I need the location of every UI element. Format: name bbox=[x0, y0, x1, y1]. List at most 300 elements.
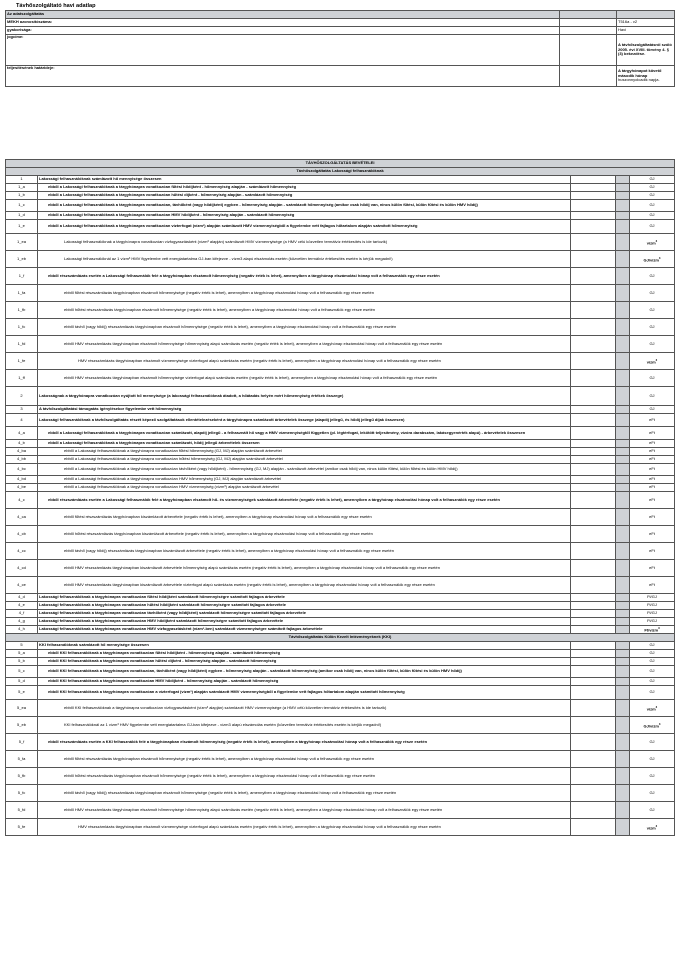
value-input-cell[interactable] bbox=[571, 560, 616, 577]
value-input-cell[interactable] bbox=[571, 200, 616, 212]
table-row bbox=[6, 626, 675, 634]
row-code: 5_fe bbox=[6, 819, 38, 836]
row-description: ebből fűtési részszámlázás tárgyhónapban kiszámlázott árbevétele (negatív érték is lehet), amennyiben a tárgyhónap elszámolási hónap volt a felhasználók egy része esetén bbox=[38, 509, 571, 526]
row-description: ebből fűtési részszámlázás tárgyhónapban elszámolt hőmennyisége (negatív érték is lehet), amennyiben a tárgyhónap elszámolási hónap volt a felhasználók egy része esetén bbox=[38, 751, 571, 768]
unit-label: eFt bbox=[630, 543, 675, 560]
row-code: 1_fd bbox=[6, 336, 38, 353]
row-description: ebből HMV részszámlázás tárgyhónapban kiszámlázott árbevétele hőmennyiség alapú számlázás esetén (negatív érték is lehet), amennyiben a tárgyhónap elszámolási hónap volt a felhasználók egy része esetén bbox=[38, 560, 571, 577]
shaded-cell bbox=[616, 476, 630, 484]
value-input-cell[interactable] bbox=[571, 543, 616, 560]
unit-label: eFt bbox=[630, 526, 675, 543]
unit-label: GJ bbox=[630, 285, 675, 302]
table-row bbox=[6, 686, 675, 700]
row-code: 5_ea bbox=[6, 700, 38, 717]
table-row bbox=[6, 268, 675, 285]
table-row bbox=[6, 610, 675, 618]
shaded-cell bbox=[616, 456, 630, 464]
shaded-cell bbox=[616, 319, 630, 336]
value-input-cell[interactable] bbox=[571, 414, 616, 427]
shaded-cell bbox=[616, 484, 630, 492]
main-title: TÁVHŐSZOLGÁLTATÁS BEVÉTELEI bbox=[6, 160, 675, 168]
table-row bbox=[6, 650, 675, 658]
value-input-cell[interactable] bbox=[571, 526, 616, 543]
shaded-cell bbox=[616, 336, 630, 353]
value-input-cell[interactable] bbox=[571, 319, 616, 336]
row-description: Lakossági felhasználóknak a tárgyhónapra vonatkozóan HMV vízfogyasztásként (vízm³-ben) számlázott vízmennyiségre számított fajlagos árbevétele bbox=[38, 626, 571, 634]
unit-label: GJ bbox=[630, 768, 675, 785]
table-row bbox=[6, 285, 675, 302]
row-description: ebből KKI felhasználóknak a tárgyhónapra vonatkozóan fűtési hődíjként - hőmennyiség alapján - számlázott hőmennyiség bbox=[38, 650, 571, 658]
table-row bbox=[6, 184, 675, 192]
table-row bbox=[6, 414, 675, 427]
table-row bbox=[6, 176, 675, 184]
row-code: 5_fd bbox=[6, 802, 38, 819]
unit-label: GJ bbox=[630, 802, 675, 819]
row-code: 1_fe bbox=[6, 353, 38, 370]
row-code: 5_fb bbox=[6, 768, 38, 785]
unit-label: eFt bbox=[630, 577, 675, 594]
value-input-cell[interactable] bbox=[571, 666, 616, 678]
table-row bbox=[6, 448, 675, 456]
value-input-cell[interactable] bbox=[571, 220, 616, 234]
row-description: ebből a Lakossági felhasználóknak a tárgyhónapra vonatkozóan távhőként (vagy hődíjként) - hőmennyiség (GJ, MJ) alapján - számlázott árbevétel (amikor csak hődíj van, nincs külön fűtési, külön fűtési és külön HMV hődíj) bbox=[38, 464, 571, 476]
row-description: ebből részszámlázás esetén a Lakossági felhasználók felé a tárgyhónapban elszámolt hő- és vízmennyiségek számlázott árbevétele (negatív érték is lehet), amennyiben a tárgyhónap elszámolási hónap volt a felhasználók egy része esetén bbox=[38, 492, 571, 509]
table-row bbox=[6, 319, 675, 336]
table-row bbox=[6, 387, 675, 406]
unit-label: GJ bbox=[630, 678, 675, 686]
row-description: ebből HMV részszámlázás tárgyhónapban kiszámlázott árbevétele vízterfogat alapú számlázás esetén (negatív érték is lehet), amennyiben a tárgyhónap elszámolási hónap volt a felhasználók egy része esetén bbox=[38, 577, 571, 594]
shaded-cell bbox=[616, 414, 630, 427]
row-code: 1_a bbox=[6, 184, 38, 192]
value-input-cell[interactable] bbox=[571, 658, 616, 666]
row-description: Lakossági felhasználóknál az 1 vízm³ HMV figyelembe vett energiatartalma GJ-ban kifejezve - vízm3 alapú elszámolás esetén (közvetlen termálvíz értékesítés esetén is kérjük megadni!) bbox=[38, 251, 571, 268]
unit-label: GJ bbox=[630, 212, 675, 220]
row-description: ebből részszámlázás esetén a Lakossági felhasználók felé a tárgyhónapban elszámolt hőmennyiség (negatív érték is lehet), amennyiben a tárgyhónap elszámolási hónap volt a felhasználók egy része esetén bbox=[38, 268, 571, 285]
row-description: ebből a Lakossági felhasználóknak a tárgyhónapra vonatkozóan HMV vízmennyiség (vízm³) alapján számlázott árbevétel bbox=[38, 484, 571, 492]
row-description: KKI felhasználóknál az 1 vízm³ HMV figyelembe vett energiatartalma GJ-ban kifejezve - vízm3 alapú elszámolás esetén (közvetlen termálvíz értékesítés esetén is kérjük megadni!) bbox=[38, 717, 571, 734]
row-description: ebből HMV részszámlázás tárgyhónapban elszámolt hőmennyisége hőmennyiség alapú számlázás esetén (negatív érték is lehet), amennyiben a tárgyhónap elszámolási hónap volt a felhasználók egy része esetén bbox=[38, 802, 571, 819]
value-input-cell[interactable] bbox=[571, 353, 616, 370]
meta-value-deadline: A tárgyhónapot követő második hónap huszonnyolcadik napja. bbox=[617, 66, 675, 87]
row-description: Lakossági felhasználóknak a tárgyhónapra vonatkozóan vízfogyasztásként (vízm³ alapján) számlázott HMV vízmennyisége (a HMV célú közvetlen termálvíz értékesítés is ide tartozik) bbox=[38, 234, 571, 251]
unit-label: GJ bbox=[630, 184, 675, 192]
table-row bbox=[6, 594, 675, 602]
row-description: Lakossági felhasználóknak a tárgyhónapra vonatkozóan hűtési hődíjként számlázott hőmennyiségre számított fajlagos árbevétele bbox=[38, 602, 571, 610]
metadata-section-label: Az adatszolgáltatás bbox=[6, 11, 560, 19]
meta-label-deadline: teljesítésének határideje: bbox=[6, 66, 560, 87]
value-input-cell[interactable] bbox=[571, 642, 616, 650]
row-code: 4_a bbox=[6, 427, 38, 440]
row-description: ebből a Lakossági felhasználóknak a tárgyhónapra vonatkozóan számlázott, alapdíj jellegű - a felhasznált hő vagy a HMV vízmennyiségtől független (pl. légtérfogat, lekötött teljesítmény, vízóra darabszám, lakásegyenérték alapú) - árbevételek összesen bbox=[38, 427, 571, 440]
unit-label: eFt bbox=[630, 476, 675, 484]
unit-label: GJ bbox=[630, 302, 675, 319]
meta-value-legal-basis: A távhőszolgáltatásról szóló 2005. évi XVIII. törvény 4. § (3) bekezdése. bbox=[617, 35, 675, 66]
table-row bbox=[6, 642, 675, 650]
shaded-cell bbox=[616, 406, 630, 414]
value-input-cell[interactable] bbox=[571, 387, 616, 406]
row-code: 5_a bbox=[6, 650, 38, 658]
row-code: 1 bbox=[6, 176, 38, 184]
table-row bbox=[6, 251, 675, 268]
value-input-cell[interactable] bbox=[571, 602, 616, 610]
table-row bbox=[6, 220, 675, 234]
shaded-cell bbox=[616, 212, 630, 220]
unit-label: eFt bbox=[630, 484, 675, 492]
row-description: Lakossági felhasználóknak a tárgyhónapra vonatkozóan távhőként (vagy hődíjként) számlázott hőmennyiségre számított fajlagos árbevétele bbox=[38, 610, 571, 618]
unit-label: vízm$^3$ bbox=[630, 819, 675, 836]
row-description: ebből a Lakossági felhasználóknak a tárgyhónapra vonatkozóan számlázott, hődíj jellegű árbevételek összesen bbox=[38, 440, 571, 448]
row-description: ebből a Lakossági felhasználóknak a tárgyhónapra vonatkozóan vízterfogat (vízm³) alapján számlázott HMV vízmennyiségből a figyelembe vett fajlagos hőtartalom alapján számított hőmennyiség bbox=[38, 220, 571, 234]
row-code: 5_c bbox=[6, 666, 38, 678]
value-input-cell[interactable] bbox=[571, 594, 616, 602]
value-input-cell[interactable] bbox=[571, 700, 616, 717]
row-description: ebből a Lakossági felhasználóknak a tárgyhónapra vonatkozóan hűtési díjként - hőmennyiség alapján - számlázott hőmennyiség bbox=[38, 192, 571, 200]
unit-label: eFt bbox=[630, 448, 675, 456]
row-code: 4_bd bbox=[6, 476, 38, 484]
row-description: Lakosságnak a tárgyhónapra vonatkozóan nyújtott hő mennyisége (a lakossági felhasználóknak átadott, a hőátadás helyén mért hőmennyiség értékek összege) bbox=[38, 387, 571, 406]
value-input-cell[interactable] bbox=[571, 650, 616, 658]
row-description: ebből a Lakossági felhasználóknak a tárgyhónapra vonatkozóan HMV hőmennyiség (GJ, MJ) alapján számlázott árbevétel bbox=[38, 476, 571, 484]
shaded-cell bbox=[616, 285, 630, 302]
table-row bbox=[6, 427, 675, 440]
row-code: 1_c bbox=[6, 200, 38, 212]
meta-label-legal-basis: jogcíme: bbox=[6, 35, 560, 66]
table-row bbox=[6, 234, 675, 251]
row-description: HMV részszámlázás tárgyhónapban elszámolt vízmennyisége vízterfogat alapú számlázás esetén (negatív érték is lehet), amennyiben a tárgyhónap elszámolási hónap volt a felhasználók egy része esetén bbox=[38, 353, 571, 370]
shaded-cell bbox=[616, 353, 630, 370]
value-input-cell[interactable] bbox=[571, 734, 616, 751]
shaded-cell bbox=[616, 440, 630, 448]
value-input-cell[interactable] bbox=[571, 336, 616, 353]
shaded-cell bbox=[616, 700, 630, 717]
table-row bbox=[6, 734, 675, 751]
row-code: 1_d bbox=[6, 212, 38, 220]
table-row bbox=[6, 476, 675, 484]
value-input-cell[interactable] bbox=[571, 751, 616, 768]
row-description: ebből hűtési részszámlázás tárgyhónapban elszámolt hőmennyisége (negatív érték is lehet), amennyiben a tárgyhónap elszámolási hónap volt a felhasználók egy része esetén bbox=[38, 302, 571, 319]
shaded-cell bbox=[616, 610, 630, 618]
unit-label: Ft/vízm$^3$ bbox=[630, 626, 675, 634]
unit-label: GJ bbox=[630, 220, 675, 234]
table-row bbox=[6, 526, 675, 543]
unit-label: vízm$^3$ bbox=[630, 353, 675, 370]
shaded-cell bbox=[616, 785, 630, 802]
row-code: 1_ea bbox=[6, 234, 38, 251]
row-code: 4_cc bbox=[6, 543, 38, 560]
row-description: ebből részszámlázás esetén a KKI felhasználók felé a tárgyhónapban elszámolt hőmennyiség (negatív érték is lehet), amennyiben a tárgyhónap elszámolási hónap volt a felhasználók egy része esetén bbox=[38, 734, 571, 751]
table-row bbox=[6, 484, 675, 492]
shaded-cell bbox=[616, 642, 630, 650]
table-row bbox=[6, 700, 675, 717]
shaded-cell bbox=[616, 220, 630, 234]
unit-label: GJ bbox=[630, 370, 675, 387]
shaded-cell bbox=[616, 751, 630, 768]
unit-label: Ft/GJ bbox=[630, 618, 675, 626]
table-row bbox=[6, 353, 675, 370]
document-title: Távhőszolgáltató havi adatlap bbox=[16, 3, 96, 9]
unit-label: eFt bbox=[630, 440, 675, 448]
row-code: 1_e bbox=[6, 220, 38, 234]
revenue-table bbox=[5, 159, 675, 836]
row-description: ebből a Lakossági felhasználóknak a tárgyhónapra vonatkozóan fűtési hőmennyiség (GJ, MJ) alapján számlázott árbevétel bbox=[38, 448, 571, 456]
row-description: ebből KKI felhasználóknak a tárgyhónapra vonatkozóan a vízterfogat (vízm³) alapján számlázott HMV vízmennyiségből a figyelembe vett fajlagos hőtartalom alapján számított hőmennyiség bbox=[38, 686, 571, 700]
unit-label: eFt bbox=[630, 560, 675, 577]
value-input-cell[interactable] bbox=[571, 212, 616, 220]
shaded-cell bbox=[616, 650, 630, 658]
row-code: 4_bb bbox=[6, 456, 38, 464]
unit-label: GJ bbox=[630, 406, 675, 414]
row-description: Lakossági felhasználóknak a tárgyhónapra vonatkozóan fűtési hődíjként számlázott hőmennyiségre számított fajlagos árbevétele bbox=[38, 594, 571, 602]
row-code: 4_ce bbox=[6, 577, 38, 594]
row-code: 4 bbox=[6, 414, 38, 427]
shaded-cell bbox=[616, 387, 630, 406]
value-input-cell[interactable] bbox=[571, 768, 616, 785]
table-row bbox=[6, 602, 675, 610]
unit-label: vízm$^3$ bbox=[630, 234, 675, 251]
shaded-cell bbox=[616, 768, 630, 785]
table-row bbox=[6, 212, 675, 220]
table-row bbox=[6, 785, 675, 802]
shaded-cell bbox=[616, 543, 630, 560]
meta-value-id: T516a - v2 bbox=[617, 19, 675, 27]
row-code: 1_ff bbox=[6, 370, 38, 387]
shaded-cell bbox=[616, 734, 630, 751]
row-code: 4_cd bbox=[6, 560, 38, 577]
table-row bbox=[6, 658, 675, 666]
table-row bbox=[6, 200, 675, 212]
shaded-cell bbox=[616, 492, 630, 509]
table-row bbox=[6, 666, 675, 678]
value-input-cell[interactable] bbox=[571, 302, 616, 319]
row-description: ebből távhő (vagy hődíj) részszámlázás tárgyhónapban elszámolt hőmennyisége (negatív érték is lehet), amennyiben a tárgyhónap elszámolási hónap volt a felhasználók egy része esetén bbox=[38, 319, 571, 336]
table-row bbox=[6, 492, 675, 509]
unit-label: GJ bbox=[630, 642, 675, 650]
shaded-cell bbox=[616, 577, 630, 594]
row-code: 5 bbox=[6, 642, 38, 650]
row-code: 2 bbox=[6, 387, 38, 406]
table-row bbox=[6, 370, 675, 387]
row-description: Lakossági felhasználóknak a tárgyhónapra vonatkozóan HMV hődíjként számlázott hőmennyiségre számított fajlagos árbevétele bbox=[38, 618, 571, 626]
row-description: ebből HMV részszámlázás tárgyhónapban elszámolt hőmennyisége vízterfogat alapú számlázás esetén (negatív érték is lehet), amennyiben a tárgyhónap elszámolási hónap volt a felhasználók egy része esetén bbox=[38, 370, 571, 387]
row-code: 5_fa bbox=[6, 751, 38, 768]
row-description: ebből KKI felhasználóknak a tárgyhónapra vonatkozóan, távhőként (vagy hődíjként) egyben - hőmennyiség alapján - számlázott hőmennyiség (amikor csak hődíj van, nincs külön fűtési, külön fűtési és külön HMV hődíj) bbox=[38, 666, 571, 678]
unit-label: GJ bbox=[630, 751, 675, 768]
table-row bbox=[6, 751, 675, 768]
table-row bbox=[6, 768, 675, 785]
value-input-cell[interactable] bbox=[571, 678, 616, 686]
value-input-cell[interactable] bbox=[571, 484, 616, 492]
unit-label: GJ bbox=[630, 666, 675, 678]
section-band bbox=[6, 634, 675, 642]
row-description: ebből a Lakossági felhasználóknak a tárgyhónapra vonatkozóan HMV hődíjként - hőmennyiség alapján - számlázott hőmennyiség bbox=[38, 212, 571, 220]
row-code: 5_b bbox=[6, 658, 38, 666]
shaded-cell bbox=[616, 618, 630, 626]
value-input-cell[interactable] bbox=[571, 492, 616, 509]
shaded-cell bbox=[616, 176, 630, 184]
unit-label: vízm$^3$ bbox=[630, 700, 675, 717]
row-description: ebből hűtési részszámlázás tárgyhónapban kiszámlázott árbevétele (negatív érték is lehet), amennyiben a tárgyhónap elszámolási hónap volt a felhasználók egy része esetén bbox=[38, 526, 571, 543]
table-row bbox=[6, 543, 675, 560]
row-description: ebből távhő (vagy hődíj) részszámlázás tárgyhónapban kiszámlázott árbevétele (negatív érték is lehet), amennyiben a tárgyhónap elszámolási hónap volt a felhasználók egy része esetén bbox=[38, 543, 571, 560]
table-row bbox=[6, 717, 675, 734]
unit-label: GJ bbox=[630, 686, 675, 700]
table-row bbox=[6, 577, 675, 594]
value-input-cell[interactable] bbox=[571, 285, 616, 302]
value-input-cell[interactable] bbox=[571, 464, 616, 476]
row-code: 1_fa bbox=[6, 285, 38, 302]
shaded-cell bbox=[616, 192, 630, 200]
shaded-cell bbox=[616, 200, 630, 212]
row-description: ebből KKI felhasználóknak a tárgyhónapra vonatkozóan hűtési díjként - hőmennyiség alapján - számlázott hőmennyiség bbox=[38, 658, 571, 666]
row-code: 4_d bbox=[6, 594, 38, 602]
shaded-cell bbox=[616, 658, 630, 666]
table-row bbox=[6, 406, 675, 414]
row-code: 4_h bbox=[6, 626, 38, 634]
value-input-cell[interactable] bbox=[571, 184, 616, 192]
value-input-cell[interactable] bbox=[571, 610, 616, 618]
row-code: 5_eb bbox=[6, 717, 38, 734]
shaded-cell bbox=[616, 678, 630, 686]
shaded-cell bbox=[616, 666, 630, 678]
unit-label: GJ/vízm$^3$ bbox=[630, 251, 675, 268]
shaded-cell bbox=[616, 370, 630, 387]
shaded-cell bbox=[616, 234, 630, 251]
shaded-cell bbox=[616, 717, 630, 734]
unit-label: GJ bbox=[630, 650, 675, 658]
row-description: Lakossági felhasználóknak számlázott hő mennyisége összesen bbox=[38, 176, 571, 184]
table-row bbox=[6, 440, 675, 448]
value-input-cell[interactable] bbox=[571, 819, 616, 836]
unit-label: GJ bbox=[630, 734, 675, 751]
row-description: ebből KKI felhasználóknak a tárgyhónapra vonatkozóan HMV hődíjként - hőmennyiség alapján - számlázott hőmennyiség bbox=[38, 678, 571, 686]
unit-label: GJ bbox=[630, 192, 675, 200]
section-title-kki: Távhőszolgáltatás Külön Kezelt Intézményeknek (KKI) bbox=[6, 634, 675, 642]
shaded-cell bbox=[616, 268, 630, 285]
meta-label-id: MEKH azonosítószáma: bbox=[6, 19, 560, 27]
shaded-cell bbox=[616, 427, 630, 440]
table-row bbox=[6, 464, 675, 476]
row-description: ebből távhő (vagy hődíj) részszámlázás tárgyhónapban elszámolt hőmennyisége (negatív érték is lehet), amennyiben a tárgyhónap elszámolási hónap volt a felhasználók egy része esetén bbox=[38, 785, 571, 802]
value-input-cell[interactable] bbox=[571, 618, 616, 626]
shaded-cell bbox=[616, 819, 630, 836]
value-input-cell[interactable] bbox=[571, 234, 616, 251]
row-code: 4_ba bbox=[6, 448, 38, 456]
row-description: ebből HMV részszámlázás tárgyhónapban elszámolt hőmennyisége hőmennyiség alapú számlázás esetén (negatív érték is lehet), amennyiben a tárgyhónap elszámolási hónap volt a felhasználók egy része esetén bbox=[38, 336, 571, 353]
unit-label: eFt bbox=[630, 464, 675, 476]
unit-label: GJ bbox=[630, 200, 675, 212]
shaded-cell bbox=[616, 509, 630, 526]
unit-label: Ft/GJ bbox=[630, 602, 675, 610]
shaded-cell bbox=[616, 602, 630, 610]
row-code: 5_fc bbox=[6, 785, 38, 802]
unit-label: eFt bbox=[630, 509, 675, 526]
table-row bbox=[6, 302, 675, 319]
unit-label: eFt bbox=[630, 492, 675, 509]
row-code: 1_fc bbox=[6, 319, 38, 336]
unit-label: eFt bbox=[630, 456, 675, 464]
row-description: ebből a Lakossági felhasználóknak a tárgyhónapra vonatkozóan hűtési hőmennyiség (GJ, MJ) alapján számlázott árbevétel bbox=[38, 456, 571, 464]
shaded-cell bbox=[616, 560, 630, 577]
shaded-cell bbox=[616, 594, 630, 602]
table-row bbox=[6, 509, 675, 526]
value-input-cell[interactable] bbox=[571, 427, 616, 440]
value-input-cell[interactable] bbox=[571, 456, 616, 464]
value-input-cell[interactable] bbox=[571, 440, 616, 448]
shaded-cell bbox=[616, 251, 630, 268]
value-input-cell[interactable] bbox=[571, 448, 616, 456]
row-description: KKI felhasználóknak számlázott hő mennyisége összesen bbox=[38, 642, 571, 650]
row-description: ebből KKI felhasználóknak a tárgyhónapra vonatkozóan vízfogyasztásként (vízm³ alapján) számlázott HMV vízmennyisége (a HMV célú közvetlen termálvíz értékesítés is ide tartozik) bbox=[38, 700, 571, 717]
metadata-table bbox=[5, 10, 675, 87]
value-input-cell[interactable] bbox=[571, 476, 616, 484]
row-code: 4_bc bbox=[6, 464, 38, 476]
value-input-cell[interactable] bbox=[571, 251, 616, 268]
meta-label-frequency: gyakorisága: bbox=[6, 27, 560, 35]
value-input-cell[interactable] bbox=[571, 802, 616, 819]
value-input-cell[interactable] bbox=[571, 626, 616, 634]
shaded-cell bbox=[616, 302, 630, 319]
value-input-cell[interactable] bbox=[571, 785, 616, 802]
row-code: 4_ca bbox=[6, 509, 38, 526]
row-code: 4_e bbox=[6, 602, 38, 610]
table-row bbox=[6, 678, 675, 686]
row-code: 4_cb bbox=[6, 526, 38, 543]
row-code: 4_g bbox=[6, 618, 38, 626]
table-row bbox=[6, 560, 675, 577]
value-input-cell[interactable] bbox=[571, 370, 616, 387]
row-code: 4_f bbox=[6, 610, 38, 618]
row-description: Lakossági felhasználóknak a távhőszolgáltatás részét képező szolgáltatások ellentételezéseként a tárgyhónapra számlázott árbevételek összege (alapdíj jellegű, és hődíj jellegű díjak összesen) bbox=[38, 414, 571, 427]
row-code: 5_f bbox=[6, 734, 38, 751]
meta-value-frequency: Havi bbox=[617, 27, 675, 35]
unit-label: GJ bbox=[630, 658, 675, 666]
row-code: 1_b bbox=[6, 192, 38, 200]
value-input-cell[interactable] bbox=[571, 717, 616, 734]
unit-label: eFt bbox=[630, 427, 675, 440]
unit-label: GJ/vízm$^3$ bbox=[630, 717, 675, 734]
table-row bbox=[6, 802, 675, 819]
value-input-cell[interactable] bbox=[571, 406, 616, 414]
table-row bbox=[6, 192, 675, 200]
unit-label: GJ bbox=[630, 336, 675, 353]
value-input-cell[interactable] bbox=[571, 509, 616, 526]
value-input-cell[interactable] bbox=[571, 268, 616, 285]
row-code: 5_e bbox=[6, 686, 38, 700]
unit-label: GJ bbox=[630, 268, 675, 285]
row-code: 1_f bbox=[6, 268, 38, 285]
value-input-cell[interactable] bbox=[571, 577, 616, 594]
row-code: 5_d bbox=[6, 678, 38, 686]
row-description: ebből a Lakossági felhasználóknak a tárgyhónapra vonatkozóan, távhőként (vagy hődíjként) egyben - hőmennyiség alapján - számlázott hőmennyiség (amikor csak hődíj van, nincs külön fűtési, külön fűtési és külön HMV hődíj) bbox=[38, 200, 571, 212]
unit-label: GJ bbox=[630, 785, 675, 802]
value-input-cell[interactable] bbox=[571, 176, 616, 184]
shaded-cell bbox=[616, 448, 630, 456]
shaded-cell bbox=[616, 686, 630, 700]
shaded-cell bbox=[616, 184, 630, 192]
table-row bbox=[6, 819, 675, 836]
row-description: A távhőszolgáltatási támogatás igénylésekor figyelembe vett hőmennyiség bbox=[38, 406, 571, 414]
value-input-cell[interactable] bbox=[571, 192, 616, 200]
shaded-cell bbox=[616, 526, 630, 543]
value-input-cell[interactable] bbox=[571, 686, 616, 700]
section-title-residential: Távhőszolgáltatás Lakossági felhasználóknak bbox=[6, 168, 675, 176]
unit-label: eFt bbox=[630, 414, 675, 427]
row-code: 1_eb bbox=[6, 251, 38, 268]
unit-label: GJ bbox=[630, 319, 675, 336]
unit-label: GJ bbox=[630, 176, 675, 184]
row-description: ebből a Lakossági felhasználóknak a tárgyhónapra vonatkozóan fűtési hődíjként - hőmennyiség alapján - számlázott hőmennyiség bbox=[38, 184, 571, 192]
row-code: 1_fb bbox=[6, 302, 38, 319]
